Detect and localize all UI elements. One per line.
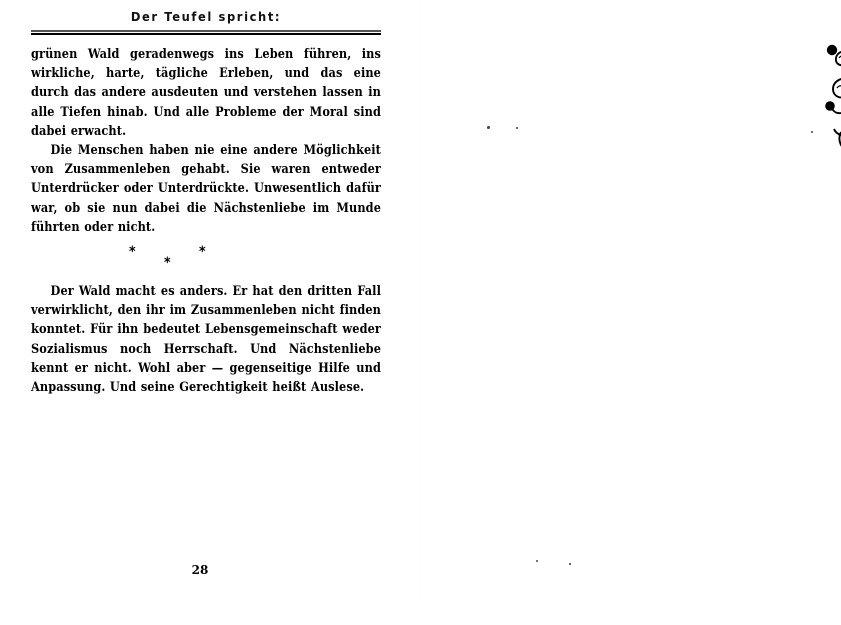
running-head: Der Teufel spricht:	[130, 9, 282, 25]
paragraph: Die Menschen haben nie eine andere Möglichkeit von Zusammenleben gehabt. Sie waren entweder Unterdrücker oder Unterdrückte. Unwesentlich dafür war, ob sie nun dabei die Nächstenliebe im Munde führten oder nicht.	[31, 142, 381, 234]
asterisk-separator	[31, 243, 381, 277]
page-number-left: 28	[191, 563, 209, 577]
left-page-header	[31, 10, 381, 24]
right-page	[421, 0, 841, 600]
header-rule	[31, 30, 381, 35]
ornamental-flourish	[821, 36, 841, 162]
asterisk-icon: *	[164, 255, 171, 272]
paragraph: grünen Wald geradenwegs ins Leben führen, ins wirkliche, harte, tägliche Erleben, und das eine durch das andere ausdeuten und verstehen lassen in alle Tiefen hinab. Und alle Probleme der Moral sind dabei erwacht.	[31, 46, 381, 138]
scan-speck	[811, 131, 813, 133]
scan-speck	[516, 127, 518, 129]
scan-speck	[569, 563, 571, 565]
scan-speck	[536, 560, 538, 562]
left-text-column	[31, 44, 381, 396]
scan-speck	[487, 126, 490, 129]
header-rule-thin	[31, 30, 381, 32]
header-rule-thick	[31, 33, 381, 36]
paragraph: Der Wald macht es anders. Er hat den dritten Fall verwirklicht, den ihr im Zusammenleben nicht finden konntet. Für ihn bedeutet Lebensgemeinschaft weder Sozialismus noch Herrschaft. Und Nächstenliebe kennt er nicht. Wohl aber — gegenseitige Hilfe und Anpassung. Und seine Gerechtigkeit heißt Auslese.	[31, 283, 381, 395]
asterisk-icon: *	[129, 244, 136, 261]
asterisk-icon: *	[199, 244, 206, 261]
left-page	[0, 0, 420, 600]
